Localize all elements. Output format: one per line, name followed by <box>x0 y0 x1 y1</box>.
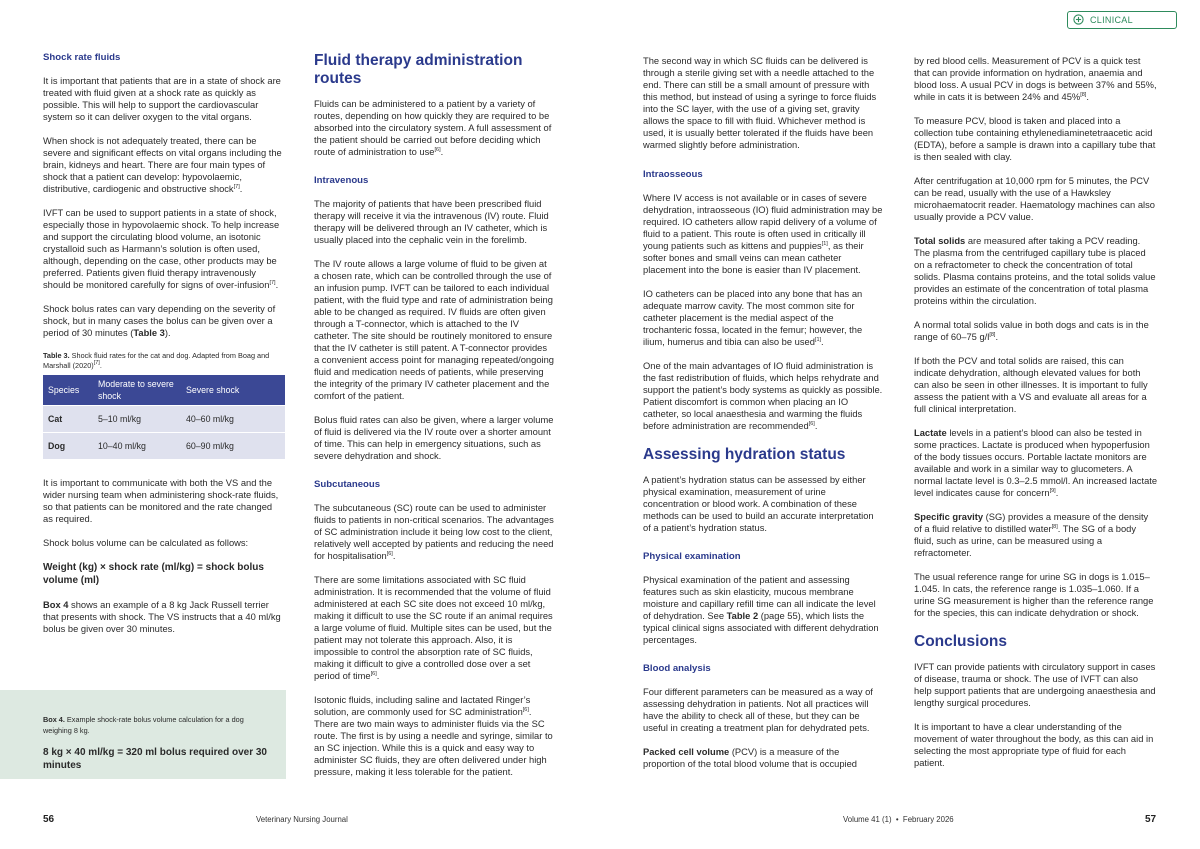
paragraph: Fluids can be administered to a patient by a variety of routes, depending on how quickly they are required to be absorbed into the circulatory system. A full assessment of the patient should be carried out before deciding which route of administration to use[6]. <box>314 99 552 157</box>
paragraph: A normal total solids value in both dogs and cats is in the range of 60–75 g/l[8]. <box>914 320 1149 342</box>
paragraph: After centrifugation at 10,000 rpm for 5 minutes, the PCV can be read, usually with the use of a Hawksley microhaematocrit reader. Haematology machines can also usually provide a PCV value. <box>914 176 1155 222</box>
section-tag-label: CLINICAL <box>1090 15 1133 25</box>
paragraph: There are some limitations associated with SC fluid administration. It is recommended that the volume of fluid administered at each SC site does not exceed 10 ml/kg, making it difficult to use the SC route if an animal requires a large volume of fluid. Multiple sites can be used, but the patient may not tolerate this approach. Also, it is impossible to control the absorption rate of SC fluids, making it difficult to give a controlled dose over a set period of time[6]. <box>314 575 553 681</box>
heading-shock-rate-fluids: Shock rate fluids <box>43 52 121 63</box>
column-2 <box>314 52 554 790</box>
table-row <box>43 433 285 460</box>
table-shock-fluid-rates <box>43 375 285 459</box>
table-header-cell: Severe shock <box>181 375 285 406</box>
page-number-left: 56 <box>43 814 55 825</box>
box-4-body: 8 kg × 40 ml/kg = 320 ml bolus required over 30 minutes <box>43 747 267 771</box>
paragraph: The subcutaneous (SC) route can be used to administer fluids to patients in non-critical scenarios. The advantages of SC administration include it being low cost to the client, relatively well accepted by patients and reducing the need for hospitalisation[6]. <box>314 503 554 561</box>
paragraph: It is important to communicate with both the VS and the wider nursing team when administering shock-rate fluids, so that patients can be monitored and the rate changed as required. <box>43 478 279 524</box>
formula: Weight (kg) × shock rate (ml/kg) = shock bolus volume (ml) <box>43 562 264 586</box>
column-4 <box>914 55 1158 781</box>
paragraph: The IV route allows a large volume of fluid to be given at a chosen rate, which can be controlled through the use of an infusion pump. IVFT can be tailored to each individual patient, with the fluid type and rate of administration being able to be changed as required. IV fluids are often given through a T-connector, which is attached to the IV catheter. The site should be routinely monitored to ensure that the IV catheter is still patent. A T-connector provides a convenient access point for managing repeated/ongoing fluid and medication needs of patients, while preserving the integrity of the primary IV catheter placement and the comfort of the patient. <box>314 259 554 401</box>
section-title-routes: Fluid therapy administration routes <box>314 52 523 87</box>
paragraph: It is important that patients that are in a state of shock are treated with fluid given at a shock rate as quickly as possible. This will help to support the cardiovascular system so it can deliver oxygen to the vital organs. <box>43 76 281 122</box>
paragraph: Packed cell volume (PCV) is a measure of the proportion of the total blood volume that is occupied <box>643 747 858 769</box>
paragraph: When shock is not adequately treated, there can be severe and significant effects on vital organs including the brain, kidneys and heart. There are four main types of shock that a patient can develop: hypovolaemic, distributive, cardiogenic and obstructive shock[7]. <box>43 136 282 194</box>
paragraph: Four different parameters can be measured as a way of assessing dehydration in patients. Not all practices will have the ability to check all of these, but they can be useful in creating a treatment plan for dehydrated pets. <box>643 687 873 733</box>
paragraph: It is important to have a clear understanding of the movement of water throughout the body, as this can aid in selecting the most appropriate type of fluid for each patient. <box>914 722 1154 768</box>
paragraph: Physical examination of the patient and assessing features such as skin elasticity, mucous membrane moisture and capillary refill time can all indicate the level of dehydration. See Table 2 (page 55), which lists the typical clinical signs associated with different dehydration percentages. <box>643 575 879 645</box>
table-header-cell: Species <box>43 375 93 406</box>
column-1 <box>43 52 283 647</box>
paragraph: Lactate levels in a patient’s blood can also be tested in some practices. Lactate is produced when hypoperfusion of the body tissues occurs. Portable lactate monitors are available and work in a similar way to glucometers. A normal lactate level is 0.3–2.5 mmol/l. An increased lactate level indicates cause for concern[9]. <box>914 428 1158 498</box>
paragraph: The second way in which SC fluids can be delivered is through a sterile giving set with a needle attached to the end. There can still be a small amount of pressure with this method, but instead of using a syringe to force fluids into the SC layer, with the use of a giving set, gravity allows the space to fill with fluid. Whichever method is used, it is usually better tolerated if the fluids have been warmed slightly before administration. <box>643 56 877 150</box>
page-number-right: 57 <box>1145 814 1157 825</box>
heading-intraosseous: Intraosseous <box>643 169 703 180</box>
paragraph: The usual reference range for urine SG in dogs is 1.015–1.045. In cats, the reference range is 1.035–1.060. If a urine SG measurement is higher than the reference range for the species, this can indicate dehydration or shock. <box>914 572 1154 618</box>
paragraph: Shock bolus volume can be calculated as follows: <box>43 538 249 548</box>
section-title-conclusions: Conclusions <box>914 633 1008 650</box>
paragraph: Specific gravity (SG) provides a measure of the density of a fluid relative to distilled water[8]. The SG of a body fluid, such as urine, can be measured using a refractometer. <box>914 512 1149 558</box>
paragraph: Bolus fluid rates can also be given, where a larger volume of fluid is delivered via the IV route over a shorter amount of time. This can help in emergency situations, such as severe dehydration and shock. <box>314 415 554 461</box>
paragraph: IVFT can provide patients with circulatory support in cases of disease, trauma or shock. The use of IVFT can also help support patients that are undergoing anaesthesia and lengthy surgical procedures. <box>914 662 1156 708</box>
paragraph: A patient’s hydration status can be assessed by either physical examination, measurement of urine concentration or blood work. A combination of these methods can be used to build an accurate interpretation of a patient’s hydration status. <box>643 475 874 533</box>
section-title-hydration: Assessing hydration status <box>643 446 846 463</box>
paragraph: One of the main advantages of IO fluid administration is the fast redistribution of fluids, which helps rehydrate and support the patient’s body systems as quickly as possible. Patient discomfort is common when placing an IO catheter, so local anaesthesia and warming the fluids before administration are recommended[6]. <box>643 361 883 431</box>
paragraph: IO catheters can be placed into any bone that has an adequate marrow cavity. The most common site for catheter placement is the medial aspect of the trochanteric fossa, located in the femur; however, the ilium, humerus and tibia can also be used[1]. <box>643 289 863 347</box>
paragraph: Shock bolus rates can vary depending on the severity of shock, but in many cases the bolus can be given over a period of 30 minutes (Table 3). <box>43 304 276 338</box>
issue-info: Volume 41 (1) • February 2026 <box>843 815 954 824</box>
paragraph: The majority of patients that have been prescribed fluid therapy will receive it via the intravenous (IV) route. Fluid therapy will be delivered through an IV catheter, which is usually placed into the cephalic vein in the forelimb. <box>314 199 549 245</box>
table-header-row <box>43 375 285 406</box>
paragraph: Isotonic fluids, including saline and lactated Ringer’s solution, are commonly used for SC administration[6]. There are two main ways to administer fluids via the SC route. The first is by using a needle and syringe, similar to an SC injection. While this is a quick and easy way to administer SC fluids, they are often delivered under high pressure, making it less tolerable for the patient. <box>314 695 553 777</box>
table-caption: Table 3. Shock fluid rates for the cat and dog. Adapted from Boag and Marshall (2020)[7]. <box>43 351 270 370</box>
table-header-cell: Moderate to severe shock <box>93 375 181 406</box>
table-cell: 5–10 ml/kg <box>93 406 181 433</box>
table-cell: Dog <box>43 433 93 460</box>
journal-name: Veterinary Nursing Journal <box>256 815 348 824</box>
section-tag <box>1067 11 1177 29</box>
table-cell: 40–60 ml/kg <box>181 406 285 433</box>
paragraph: To measure PCV, blood is taken and placed into a collection tube containing ethylenediaminetetraacetic acid (EDTA), before a sample is drawn into a capillary tube that is then sealed with clay. <box>914 116 1156 162</box>
heading-physical-examination: Physical examination <box>643 551 741 562</box>
paragraph: IVFT can be used to support patients in a state of shock, especially those in hypovolaemic shock. To help increase and support the circulating blood volume, an isotonic crystalloid such as Harmann’s solution is often used, although, depending on the case, other products may be preferred. Patients given fluid therapy intravenously should be monitored carefully for signs of over-infusion[7]. <box>43 208 280 290</box>
paragraph: Where IV access is not available or in cases of severe dehydration, intraosseous (IO) fluid administration may be required. IO catheters allow rapid delivery of a volume of fluid to a patient. This route is often used in critically ill young patients such as kittens and puppies[1], as their softer bones and small veins can mean catheter placement into the bone is easier than IV placement. <box>643 193 883 275</box>
paragraph: by red blood cells. Measurement of PCV is a quick test that can provide information on hydration, anaemia and blood loss. A usual PCV in dogs is between 37% and 55%, while in cats it is between 24% and 45%[8]. <box>914 56 1157 102</box>
paragraph: Total solids are measured after taking a PCV reading. The plasma from the centrifuged capillary tube is placed on a refractometer to check the concentration of total solids. Plasma contains proteins, and the total solids value provides an estimate of the concentration of total plasma proteins within the circulation. <box>914 236 1156 306</box>
heading-subcutaneous: Subcutaneous <box>314 479 381 490</box>
heading-intravenous: Intravenous <box>314 175 369 186</box>
table-row <box>43 406 285 433</box>
heading-blood-analysis: Blood analysis <box>643 663 711 674</box>
table-cell: 10–40 ml/kg <box>93 433 181 460</box>
table-cell: 60–90 ml/kg <box>181 433 285 460</box>
plus-circle-icon <box>1073 14 1084 25</box>
box-4-caption: Box 4. Example shock-rate bolus volume calculation for a dog weighing 8 kg. <box>43 715 244 735</box>
table-cell: Cat <box>43 406 93 433</box>
paragraph: Box 4 shows an example of a 8 kg Jack Russell terrier that presents with shock. The VS instructs that a 40 ml/kg bolus be given over 30 minutes. <box>43 600 281 634</box>
column-3 <box>643 55 883 782</box>
paragraph: If both the PCV and total solids are raised, this can indicate dehydration, although elevated values for both can also be seen in other illnesses. It is important to fully assess the patient with a VS and evaluate all areas for a full clinical interpretation. <box>914 356 1148 414</box>
